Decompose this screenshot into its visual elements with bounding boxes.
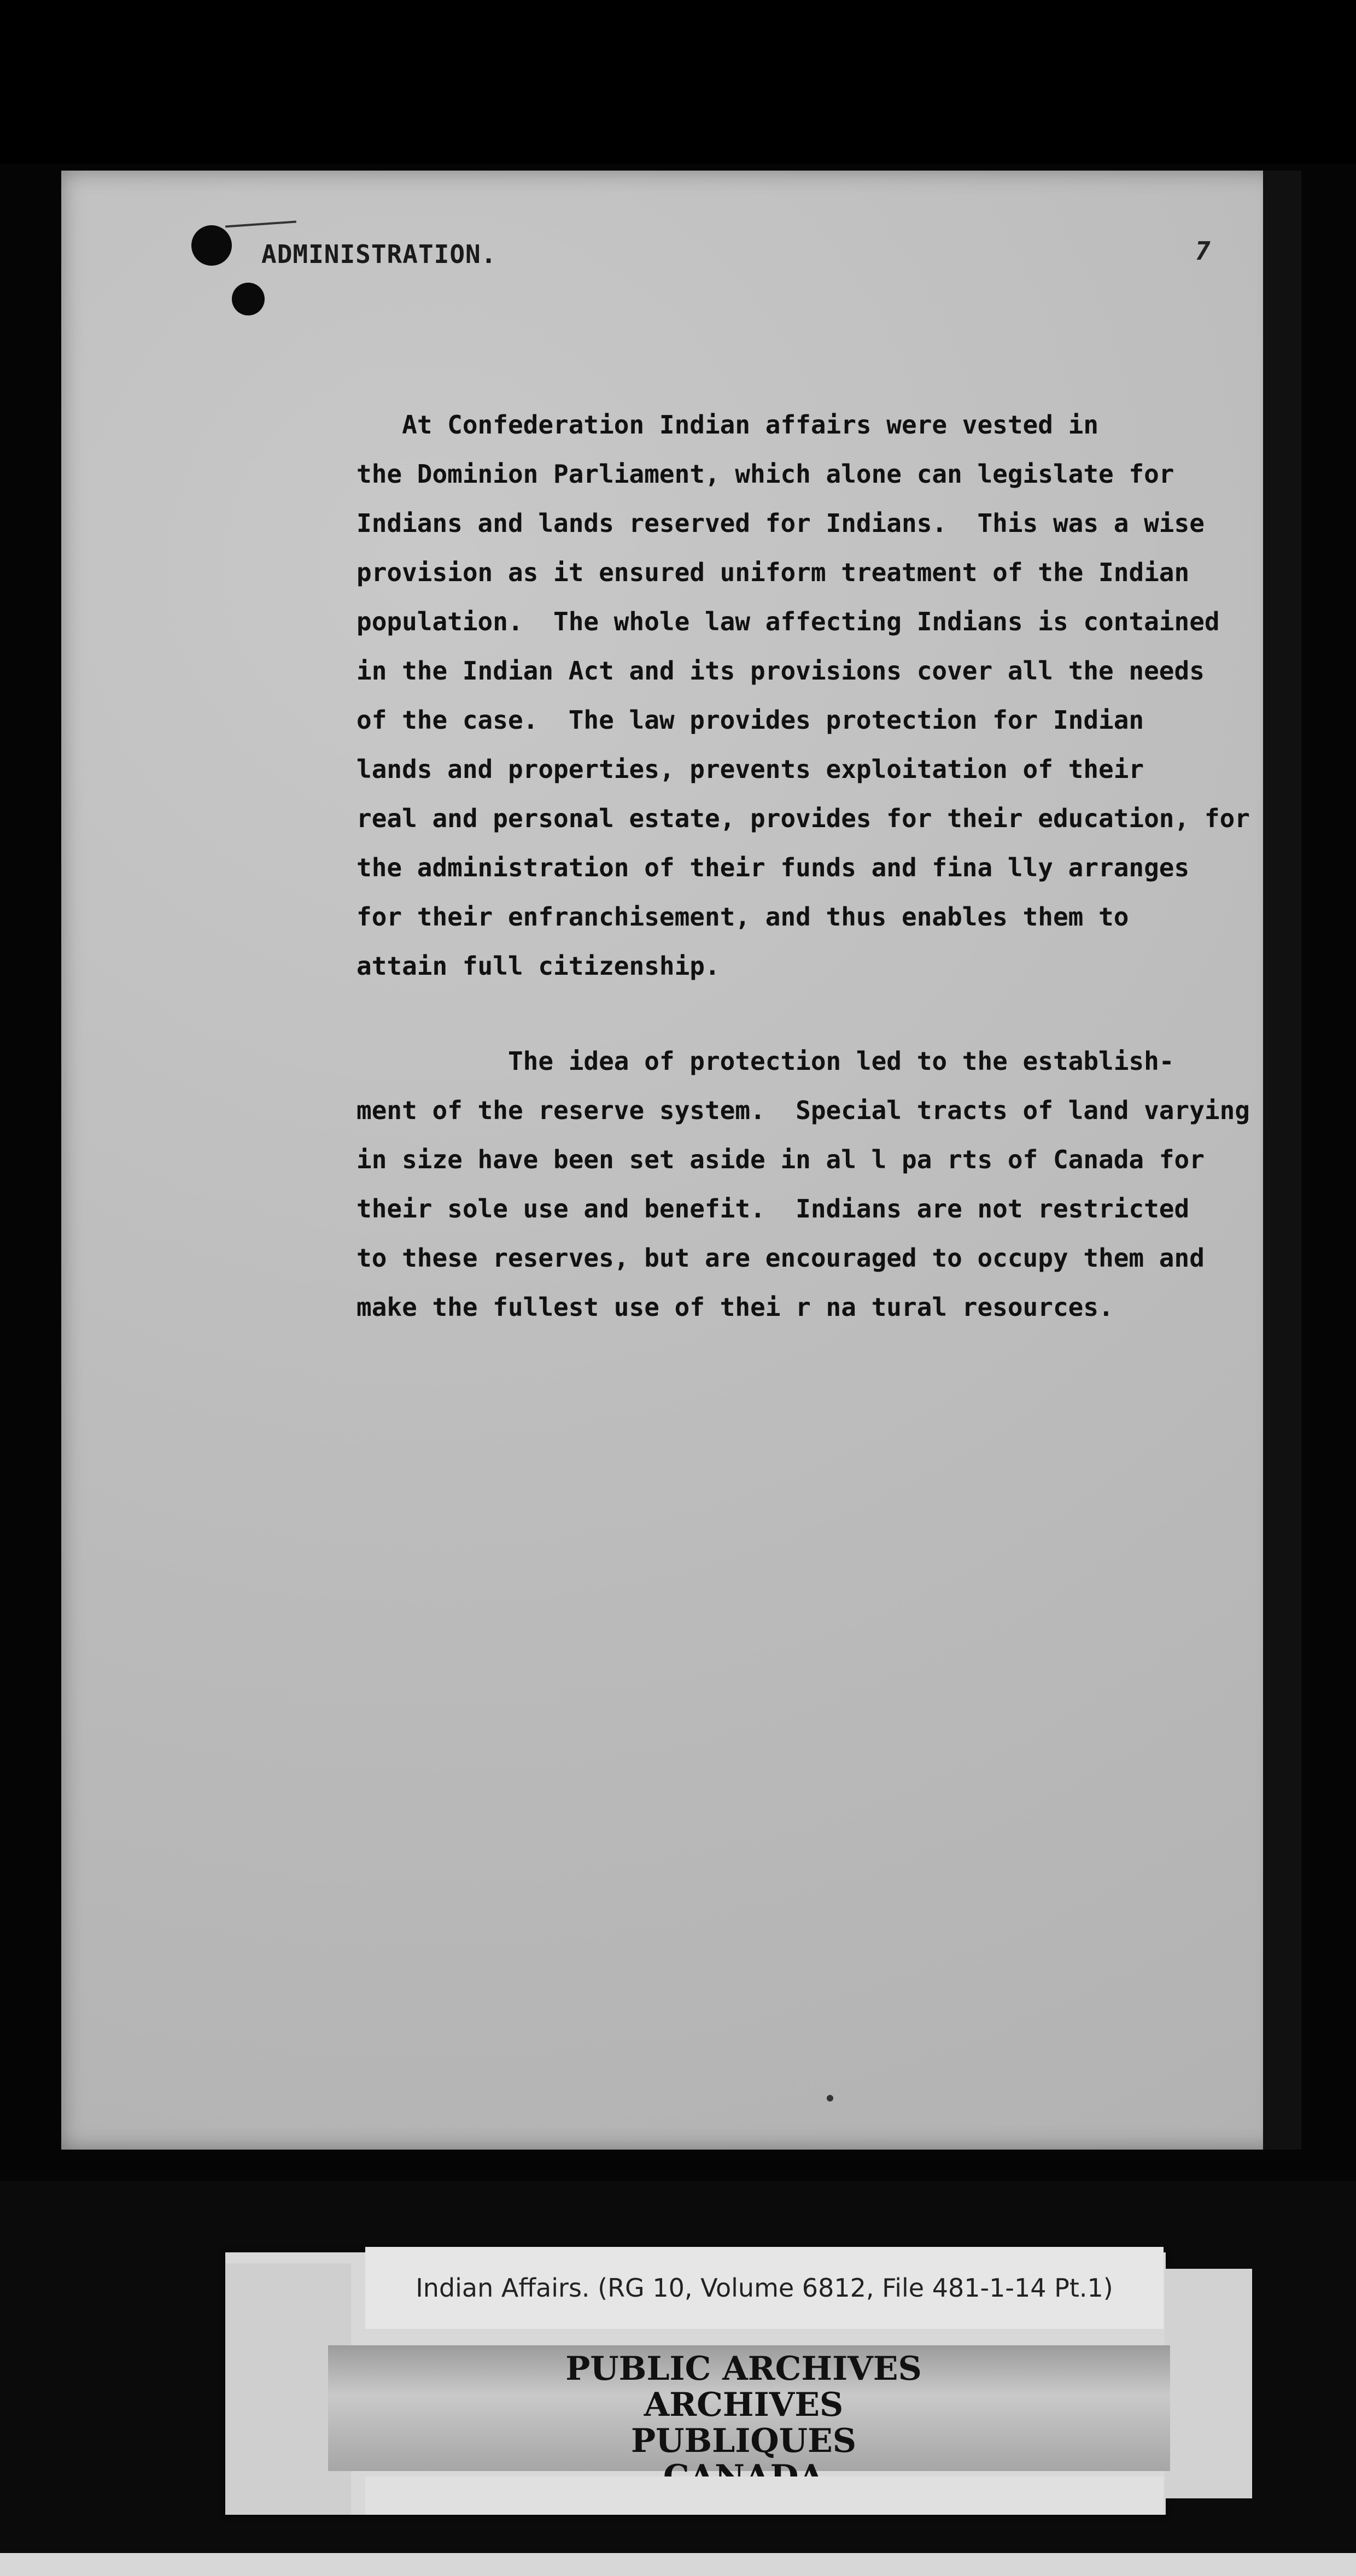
text-line: ment of the reserve system. Special tracts of land varying bbox=[356, 1096, 1250, 1125]
text-line: in size have been set aside in al l pa rts of Canada for bbox=[356, 1145, 1205, 1174]
text-line: to these reserves, but are encouraged to occupy them and bbox=[356, 1243, 1205, 1273]
text-line: real and personal estate, provides for their education, for bbox=[356, 804, 1250, 833]
tape-right bbox=[1165, 2269, 1252, 2498]
text-line: The idea of protection led to the establish- bbox=[356, 1046, 1174, 1076]
paragraph-confederation bbox=[356, 400, 1341, 991]
text-line: the Dominion Parliament, which alone can legislate for bbox=[356, 459, 1174, 489]
public-archives-stamp bbox=[536, 2351, 951, 2495]
ink-speck bbox=[827, 2095, 833, 2101]
film-frame-top bbox=[0, 0, 1356, 164]
text-line: the administration of their funds and fina lly arranges bbox=[356, 853, 1190, 882]
film-floor-strip bbox=[0, 2553, 1356, 2576]
text-line: Indians and lands reserved for Indians. This was a wise bbox=[356, 508, 1205, 538]
punch-hole bbox=[232, 283, 265, 315]
stamp-line: ARCHIVES PUBLIQUES bbox=[630, 2386, 857, 2460]
paragraph-reserve-system bbox=[356, 1037, 1341, 1332]
text-line: make the fullest use of thei r na tural resources. bbox=[356, 1292, 1114, 1322]
text-line: lands and properties, prevents exploitation of their bbox=[356, 754, 1144, 784]
text-line: in the Indian Act and its provisions cover all the needs bbox=[356, 656, 1205, 686]
text-line: for their enfranchisement, and thus enables them to bbox=[356, 902, 1129, 932]
section-heading: ADMINISTRATION. bbox=[261, 239, 497, 269]
stamp-line: PUBLIC ARCHIVES bbox=[565, 2350, 922, 2388]
punch-hole bbox=[191, 225, 232, 266]
film-edge bbox=[1263, 171, 1301, 2150]
pencil-mark bbox=[225, 220, 296, 227]
archive-reference-label: Indian Affairs. (RG 10, Volume 6812, File 481-1-14 Pt.1) bbox=[365, 2247, 1164, 2329]
text-line: At Confederation Indian affairs were vested in bbox=[356, 410, 1099, 440]
document-page bbox=[61, 171, 1279, 2150]
label-bottom-strip bbox=[365, 2477, 1164, 2515]
text-line: their sole use and benefit. Indians are not restricted bbox=[356, 1194, 1190, 1223]
text-line: attain full citizenship. bbox=[356, 951, 720, 981]
page-number: 7 bbox=[1195, 236, 1211, 266]
text-line: provision as it ensured uniform treatment of the Indian bbox=[356, 558, 1190, 587]
text-line: of the case. The law provides protection for Indian bbox=[356, 705, 1144, 735]
text-line: population. The whole law affecting Indians is contained bbox=[356, 607, 1220, 636]
